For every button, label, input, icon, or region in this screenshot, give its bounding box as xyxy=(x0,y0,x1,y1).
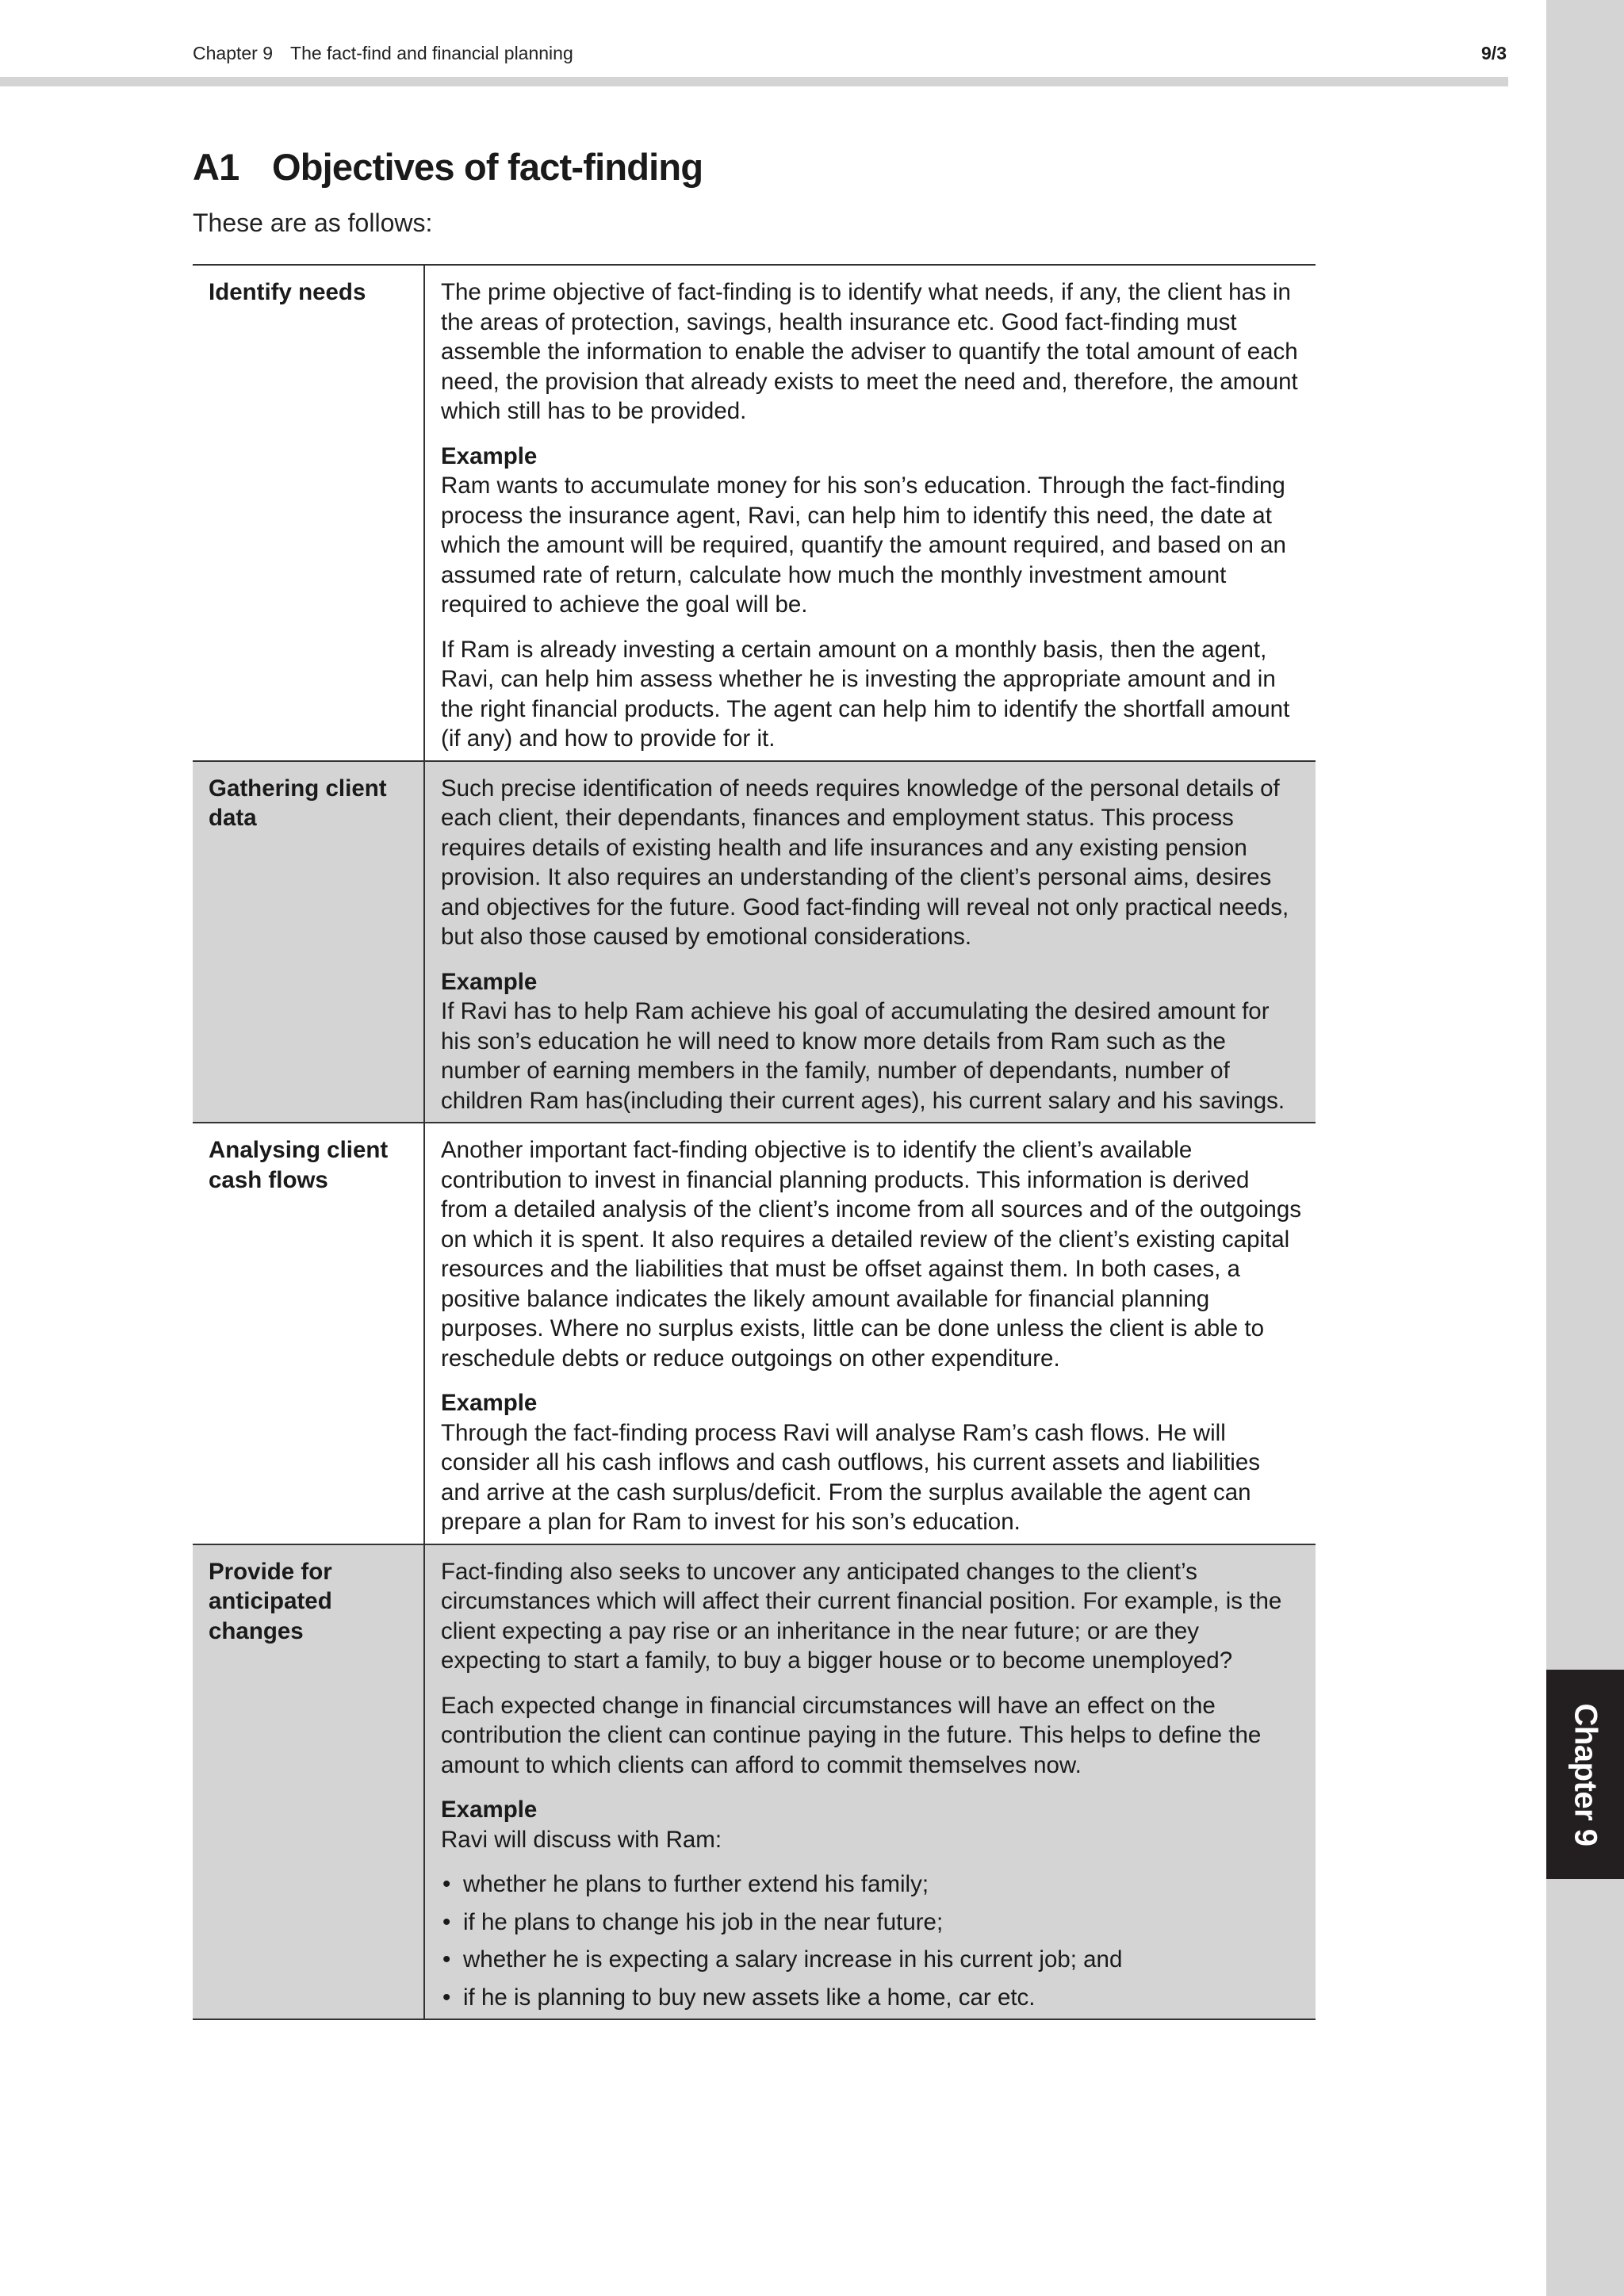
row-body xyxy=(424,265,1316,761)
table-row-gathering-client-data xyxy=(193,761,1316,1123)
chapter-tab-label: Chapter 9 xyxy=(1568,1703,1603,1846)
table-row-analysing-cash-flows xyxy=(193,1123,1316,1544)
body-paragraph: If Ram is already investing a certain amount on a monthly basis, then the agent, Ravi, can help him assess whether he is investing the appropriate amount and in the right financial products. The agent can help him to identify the shortfall amount (if any) and how to provide for it. xyxy=(441,636,1290,752)
body-paragraph: Another important fact-finding objective is to identify the client’s available contribution to invest in financial planning products. This information is derived from a detailed analysis of the client’s income from all sources and of the outgoings on which it is spent. It also requires a detailed review of the client’s existing capital resources and the liabilities that must be offset against them. In both cases, a positive balance indicates the likely amount available for financial planning purposes. Where no surplus exists, little can be done unless the client is able to reschedule debts or reduce outgoings on other expenditure. xyxy=(441,1137,1301,1372)
running-header xyxy=(193,43,573,64)
table-row-identify-needs xyxy=(193,265,1316,761)
example-heading: Example xyxy=(441,442,538,469)
section-heading xyxy=(193,145,703,189)
row-label: Gathering client data xyxy=(193,761,424,1123)
header-chapter-title: The fact-find and financial planning xyxy=(290,43,573,63)
bullet-item: • if he is planning to buy new assets like a home, car etc. xyxy=(441,1983,1301,2013)
example-block xyxy=(441,967,1301,1116)
side-margin-strip xyxy=(1546,0,1624,2296)
row-label: Provide for anticipated changes xyxy=(193,1544,424,2020)
example-block xyxy=(441,442,1301,620)
body-paragraph: The prime objective of fact-finding is to identify what needs, if any, the client has in the areas of protection, savings, health insurance etc. Good fact-finding must assemble the information to enable the adviser to quantify the total amount of each need, the provision that already exists to meet the need and, therefore, the amount which still has to be provided. xyxy=(441,279,1298,424)
body-paragraph: Fact-finding also seeks to uncover any anticipated changes to the client’s circumstances which will affect their current financial position. For example, is the client expecting a pay rise or an inheritance in the near future; or are they expecting to start a family, to buy a bigger house or to become unemployed? xyxy=(441,1558,1282,1674)
example-heading: Example xyxy=(441,1797,538,1823)
section-number: A1 xyxy=(193,146,239,188)
header-chapter-label: Chapter 9 xyxy=(193,43,274,63)
row-body xyxy=(424,1544,1316,2020)
example-block xyxy=(441,1388,1301,1537)
example-block xyxy=(441,1795,1301,1854)
example-text: Ram wants to accumulate money for his son’s education. Through the fact-finding process the insurance agent, Ravi, can help him to identify this need, the date at which the amount will be required, quantify the amount required, and based on an assumed rate of return, calculate how much the monthly investment amount required to achieve the goal will be. xyxy=(441,473,1286,618)
example-text: Through the fact-finding process Ravi will analyse Ram’s cash flows. He will consider all his cash inflows and cash outflows, his current assets and liabilities and arrive at the cash surplus/deficit. From the surplus available the agent can prepare a plan for Ram to invest for his son’s education. xyxy=(441,1419,1261,1535)
bullet-item: • whether he plans to further extend his family; xyxy=(441,1869,1301,1900)
example-heading: Example xyxy=(441,1390,538,1416)
row-label: Analysing client cash flows xyxy=(209,1137,389,1193)
header-rule xyxy=(0,77,1508,86)
body-paragraph: Each expected change in financial circumstances will have an effect on the contribution the client can continue paying in the future. This helps to define the amount to which clients can afford to commit themselves now. xyxy=(441,1692,1262,1778)
bullet-item: • if he plans to change his job in the near future; xyxy=(441,1908,1301,1938)
row-label: Identify needs xyxy=(209,279,366,305)
page-number: 9/3 xyxy=(1481,43,1507,63)
body-paragraph: Such precise identification of needs requires knowledge of the personal details of each client, their dependants, finances and employment status. This process requires details of existing health and life insurances and any existing pension provision. It also requires an understanding of the client’s personal aims, desires and objectives for the future. Good fact-finding will reveal not only practical needs, but also those caused by emotional considerations. xyxy=(441,775,1289,950)
chapter-thumb-tab[interactable] xyxy=(1546,1670,1624,1879)
example-text: Ravi will discuss with Ram: xyxy=(441,1826,722,1853)
table-row-anticipated-changes xyxy=(193,1544,1316,2020)
objectives-table xyxy=(193,264,1316,2020)
example-text: If Ravi has to help Ram achieve his goal of accumulating the desired amount for his son’s education he will need to know more details from Ram such as the number of earning members in the family, number of dependants, number of children Ram has(including their current ages), his current salary and his savings. xyxy=(441,998,1285,1114)
bullet-item: • whether he is expecting a salary increase in his current job; and xyxy=(441,1945,1301,1975)
row-body xyxy=(424,761,1316,1123)
intro-text: These are as follows: xyxy=(193,209,433,237)
section-title: Objectives of fact-finding xyxy=(272,146,703,188)
example-bullet-list xyxy=(441,1869,1301,2012)
row-body xyxy=(424,1123,1316,1544)
example-heading: Example xyxy=(441,968,538,995)
